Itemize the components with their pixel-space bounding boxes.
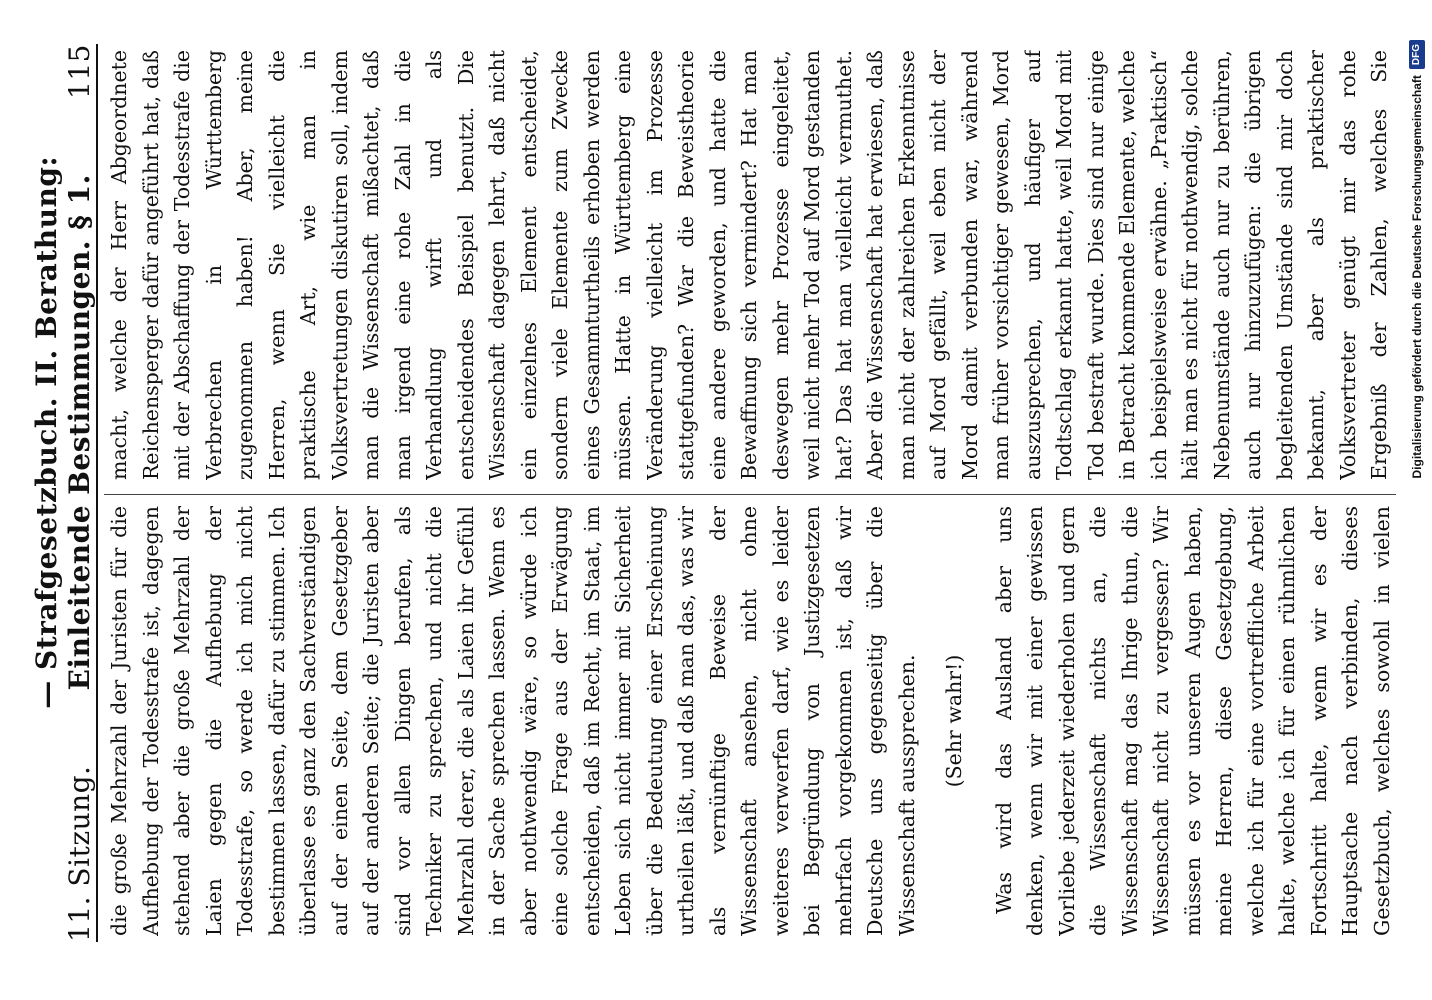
paragraph: macht, welche der Herr Abgeordnete Reichensperger dafür angeführt hat, daß mit der Abschaffung der Todesstrafe die Verbrechen in Württemberg zugenommen haben! Aber, meine Herren, wenn Sie vielleicht die praktische Art, wie man in Volksvertretungen diskutiren soll, indem man die Wissenschaft mißachtet, daß man irgend eine rohe Zahl in die Verhandlung wirft und als entscheidendes Beispiel benutzt. Die Wissenschaft dagegen lehrt, daß nicht ein einzelnes Element entscheidet, sondern viele Elemente zum Zwecke eines Gesammturtheils erhoben werden müssen. Hatte in Württemberg eine Veränderung vielleicht im Prozesse stattgefunden? War die Beweistheorie eine andere geworden, und hatte die Bewaffnung sich vermindert? Hat man deswegen mehr Prozesse eingeleitet, weil nicht mehr Tod auf Mord gestanden hat? Das hat man vielleicht vermuthet. Aber die Wissenschaft hat erwiesen, daß man nicht der zahlreichen Erkenntnisse auf Mord gefällt, weil eben nicht der Mord damit verbunden war, während man früher vorsichtiger gewesen, Mord auszusprechen, und häufiger auf Todtschlag erkannt hatte, weil Mord mit Tod bestraft wurde. Dies sind nur einige in Betracht kommende Elemente, welche ich beispielsweise erwähne. „Praktisch“ hält man es nicht für nothwendig, solche Nebenumstände auch nur zu berühren, auch nur hinzuzufügen: die übrigen begleitenden Umstände sind mir doch bekannt, aber als praktischer Volksvertreter genügt mir das rohe Ergebniß der Zahlen, welches Sie — [107, 50, 1391, 480]
session-label: 11. Sitzung. — [63, 765, 96, 942]
page-number: 115 — [63, 44, 96, 99]
paragraph: Was wird das Ausland aber uns denken, wenn wir mit einer gewissen Vorliebe jederzeit wiederholen und gern die Wissenschaft nichts an, die Wissenschaft mag das Ihrige thun, die Wissenschaft nicht zu vergessen? Wir müssen es vor unseren Augen haben, meine Herren, diese Gesetzgebung, welche ich für eine vortreffliche Arbeit halte, welche ich für einen rühmlichen Fortschritt halte, wenn wir es der Hauptsache nach verbinden, dieses Gesetzbuch, welches sowohl in vielen — [991, 506, 1394, 936]
dfg-logo: DFG — [1409, 40, 1425, 69]
right-text-column — [104, 50, 1400, 480]
section-title: — Strafgesetzbuch. II. Berathung: Einleitende Bestimmungen. § 1. — [30, 155, 96, 709]
funding-credit-text: Digitalisierung gefördert durch die Deutsche Forschungsgemeinschaft — [1410, 75, 1424, 479]
paragraph: die große Mehrzahl der Juristen für die Aufhebung der Todesstrafe ist, dagegen stehend aber die große Mehrzahl der Laien gegen die Aufhebung der Todesstrafe, so werde ich mich nicht bestimmen lassen, dafür zu stimmen. Ich überlasse es ganz den Sachverständigen auf der einen Seite, dem Gesetzgeber auf der anderen Seite; die Juristen aber sind vor allen Dingen berufen, als Techniker zu sprechen, und nicht die Mehrzahl derer, die als Laien ihr Gefühl in der Sache sprechen lassen. Wenn es aber nothwendig wäre, so würde ich eine solche Frage aus der Erwägung entscheiden, daß im Recht, im Staat, im Leben sich nicht immer mit Sicherheit über die Bedeutung einer Erscheinung urtheilen läßt, und daß man das, was wir als vernünftige Beweise der Wissenschaft ansehen, nicht ohne weiteres verwerfen darf, wie es leider bei Begründung von Justizgesetzen mehrfach vorgekommen ist, daß wir Deutsche uns gegenseitig über die Wissenschaft aussprechen. — [107, 506, 919, 936]
funding-credit — [1402, 40, 1432, 1000]
interjection: (Sehr wahr!) — [942, 654, 966, 788]
left-text-column — [104, 506, 1400, 936]
page-header — [30, 44, 98, 942]
column-divider — [104, 494, 1396, 495]
